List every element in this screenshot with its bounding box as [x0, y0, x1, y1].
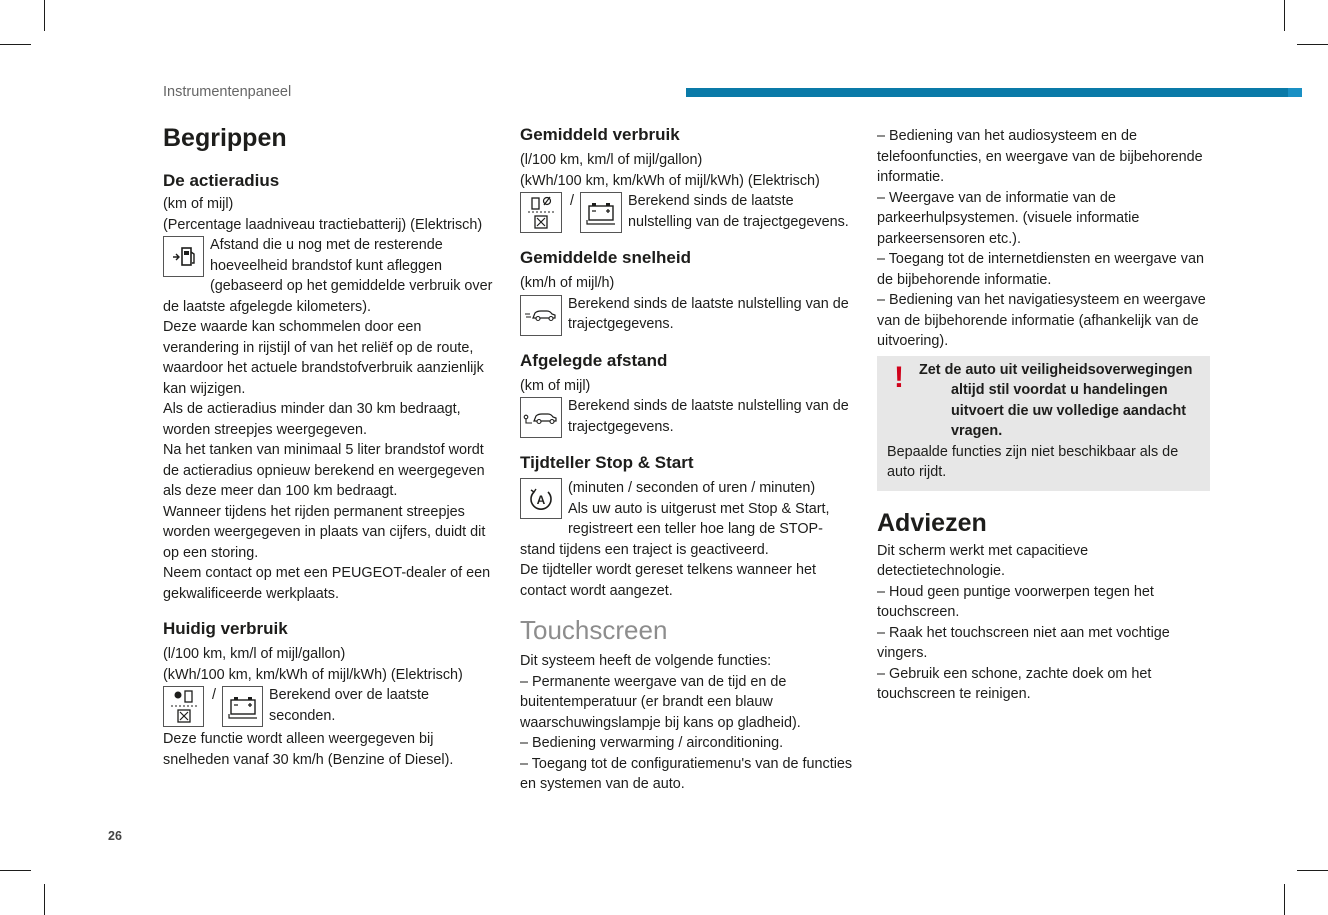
- warning-box: [877, 356, 1210, 491]
- column-1: [163, 124, 493, 770]
- paragraph: De tijdteller wordt gereset telkens wanneer het contact wordt aangezet.: [520, 562, 816, 599]
- heading-huidig-verbruik: Huidig verbruik: [163, 619, 288, 638]
- range-fuel-icon: [163, 236, 204, 277]
- paragraph: Als uw auto is uitgerust met Stop & Start, registreert een teller hoe lang de STOP-stand tijdens een traject is geactiveerd.: [520, 500, 830, 558]
- average-consumption-icon: [520, 192, 562, 233]
- list-item: – Raak het touchscreen niet aan met vochtige vingers.: [877, 624, 1170, 661]
- unit-text: (minuten / seconden of uren / minuten): [568, 480, 816, 496]
- heading-stop-start: Tijdteller Stop & Start: [520, 453, 694, 472]
- unit-text: (l/100 km, km/l of mijl/gallon): [520, 152, 703, 168]
- column-3: [877, 126, 1210, 705]
- paragraph: Dit scherm werkt met capacitieve detectietechnologie.: [877, 542, 1089, 579]
- warning-bold: Zet de auto uit veiligheidsoverwegingen altijd stil voordat u handelingen uitvoert die uw volledige aandacht vragen.: [919, 361, 1193, 439]
- section-label: Instrumentenpaneel: [163, 84, 292, 100]
- paragraph: Deze waarde kan schommelen door een verandering in rijstijl of van het reliëf op de route, waardoor het actuele brandstofverbruik aanzienlijk kan wijzigen.: [163, 319, 484, 397]
- paragraph: Berekend sinds de laatste nulstelling van de trajectgegevens.: [628, 193, 849, 230]
- unit-text: (km/h of mijl/h): [520, 275, 615, 291]
- page-number: 26: [108, 829, 122, 843]
- battery-icon: [222, 686, 263, 727]
- warning-bold-text: [919, 360, 1200, 442]
- heading-gemiddelde-snelheid: Gemiddelde snelheid: [520, 248, 691, 267]
- paragraph: Deze functie wordt alleen weergegeven bij snelheden vanaf 30 km/h (Benzine of Diesel).: [163, 731, 454, 768]
- unit-text: (km of mijl): [520, 377, 591, 394]
- adviezen-title: Adviezen: [877, 508, 987, 537]
- paragraph: Berekend sinds de laatste nulstelling van de trajectgegevens.: [568, 295, 849, 332]
- paragraph: Afstand die u nog met de resterende hoeveelheid brandstof kunt afleggen (gebaseerd op het gemiddelde verbruik over de laatste afgelegde kilometers).: [163, 237, 493, 315]
- crop-mark: [44, 0, 45, 31]
- paragraph: Na het tanken van minimaal 5 liter brandstof wordt de actieradius opnieuw berekend en weergegeven als deze meer dan 100 km bedraagt.: [163, 442, 485, 499]
- paragraph: Neem contact op met een PEUGEOT-dealer of een gekwalificeerde werkplaats.: [163, 565, 491, 602]
- header-bar-tail: [1288, 88, 1302, 97]
- list-item: – Houd geen puntige voorwerpen tegen het touchscreen.: [877, 583, 1154, 620]
- touchscreen-title: Touchscreen: [520, 615, 668, 645]
- paragraph: Berekend over de laatste seconden.: [269, 687, 429, 724]
- crop-mark: [44, 884, 45, 915]
- paragraph: Wanneer tijdens het rijden permanent streepjes worden weergegeven in plaats van cijfers, duidt dit op een storing.: [163, 503, 486, 561]
- paragraph: Dit systeem heeft de volgende functies:: [520, 653, 772, 669]
- column-2: [520, 124, 856, 795]
- current-consumption-icon: [163, 686, 204, 727]
- crop-mark: [1297, 44, 1328, 45]
- heading-actieradius: De actieradius: [163, 171, 280, 190]
- crop-mark: [1297, 870, 1328, 871]
- heading-gemiddeld-verbruik: Gemiddeld verbruik: [520, 125, 680, 144]
- average-speed-car-icon: [520, 295, 562, 336]
- list-item: – Permanente weergave van de tijd en de buitentemperatuur (er brandt een blauw waarschuwingslampje bij kans op gladheid).: [520, 673, 801, 731]
- exclamation-icon: !: [894, 360, 904, 394]
- crop-mark: [1284, 884, 1285, 915]
- list-item: – Weergave van de informatie van de parkeerhulpsystemen. (visuele informatie parkeersensoren etc.).: [877, 189, 1140, 247]
- heading-afgelegde-afstand: Afgelegde afstand: [520, 350, 668, 370]
- unit-text: (kWh/100 km, km/kWh of mijl/kWh) (Elektrisch): [163, 666, 463, 683]
- page-title: Begrippen: [163, 124, 287, 152]
- unit-text: (Percentage laadniveau tractiebatterij) (Elektrisch): [163, 216, 483, 233]
- paragraph: Berekend sinds de laatste nulstelling van de trajectgegevens.: [568, 398, 849, 435]
- unit-text: (l/100 km, km/l of mijl/gallon): [163, 646, 346, 662]
- crop-mark: [0, 870, 31, 871]
- crop-mark: [0, 44, 31, 45]
- list-item: – Bediening verwarming / airconditioning.: [520, 735, 784, 751]
- slash-separator: /: [212, 687, 216, 703]
- list-item: – Gebruik een schone, zachte doek om het touchscreen te reinigen.: [877, 665, 1152, 702]
- list-item: – Bediening van het audiosysteem en de telefoonfuncties, en weergave van de bijbehorende informatie.: [877, 128, 1203, 185]
- battery-icon: [580, 192, 622, 233]
- unit-text: (kWh/100 km, km/kWh of mijl/kWh) (Elektrisch): [520, 172, 820, 189]
- list-item: – Bediening van het navigatiesysteem en weergave van de bijbehorende informatie (afhankelijk van de uitvoering).: [877, 292, 1206, 349]
- distance-car-icon: [520, 397, 562, 438]
- svg-text:A: A: [536, 492, 546, 507]
- warning-text: Bepaalde functies zijn niet beschikbaar als de auto rijdt.: [887, 443, 1179, 480]
- list-item: – Toegang tot de configuratiemenu's van de functies en systemen van de auto.: [520, 755, 853, 792]
- list-item: – Toegang tot de internetdiensten en weergave van de bijbehorende informatie.: [877, 251, 1204, 288]
- stop-start-icon: [520, 478, 562, 519]
- unit-text: (km of mijl): [163, 196, 234, 212]
- slash-separator: /: [570, 193, 574, 209]
- header-bar: [686, 88, 1302, 97]
- crop-mark: [1284, 0, 1285, 31]
- paragraph: Als de actieradius minder dan 30 km bedraagt, worden streepjes weergegeven.: [163, 401, 461, 438]
